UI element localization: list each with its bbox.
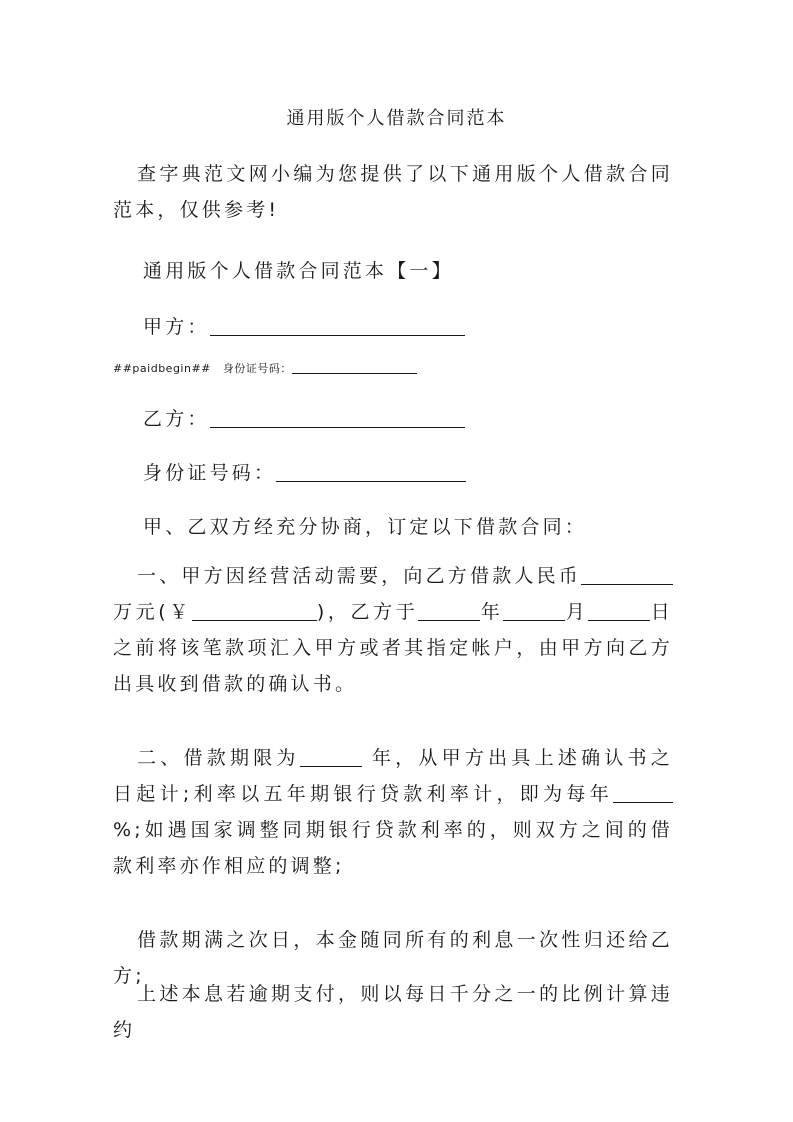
year-blank	[418, 600, 480, 621]
clause-overdue: 上述本息若逾期支付，则以每日千分之一的比例计算违约	[113, 983, 673, 1041]
clause-2-part2: 年，从甲方出具上述确认书之日起计;利率以五年期银行贷款利率计，即为每年	[113, 747, 673, 805]
party-b-blank	[210, 407, 465, 428]
amount-blank	[581, 564, 673, 585]
party-a-line	[143, 312, 465, 339]
party-a-blank	[210, 315, 465, 336]
id-line	[143, 458, 466, 485]
party-a-label: 甲方：	[143, 316, 210, 338]
clause-1-part2: 万元(￥	[113, 601, 192, 623]
intro-paragraph: 查字典范文网小编为您提供了以下通用版个人借款合同范本，仅供参考!	[113, 163, 673, 221]
amount-figure-blank	[192, 600, 317, 621]
day-blank	[588, 600, 650, 621]
section-heading: 通用版个人借款合同范本【一】	[143, 260, 454, 282]
small-id-label: 身份证号码：	[222, 362, 292, 375]
party-b-line	[143, 404, 465, 431]
clause-1-part1: 一、甲方因经营活动需要，向乙方借款人民币	[137, 565, 582, 587]
month-blank	[503, 600, 565, 621]
document-title: 通用版个人借款合同范本	[286, 108, 507, 129]
party-b-label: 乙方：	[143, 408, 210, 430]
clause-2-part3: %;如遇国家调整同期银行贷款利率的，则双方之间的借款利率亦作相应的调整;	[113, 819, 673, 877]
day-label: 日	[650, 601, 674, 623]
agreement-line: 甲、乙双方经充分协商，订定以下借款合同：	[143, 516, 588, 538]
clause-2-part1: 二、借款期限为	[137, 747, 300, 769]
clause-2	[113, 740, 673, 884]
year-label: 年	[480, 601, 504, 623]
paid-marker: ##paidbegin##	[113, 362, 211, 375]
rate-blank	[613, 782, 673, 803]
paid-marker-line	[113, 360, 417, 376]
id-label: 身份证号码：	[143, 462, 277, 484]
id-blank	[276, 461, 466, 482]
term-blank	[300, 746, 362, 767]
clause-1-part3: )，乙方于	[316, 601, 419, 623]
clause-repay: 借款期满之次日，本金随同所有的利息一次性归还给乙方;	[113, 929, 673, 987]
clause-1	[113, 558, 673, 702]
small-id-blank	[292, 363, 417, 374]
clause-1-part4: 之前将该笔款项汇入甲方或者其指定帐户，由甲方向乙方出具收到借款的确认书。	[113, 637, 673, 695]
month-label: 月	[565, 601, 589, 623]
